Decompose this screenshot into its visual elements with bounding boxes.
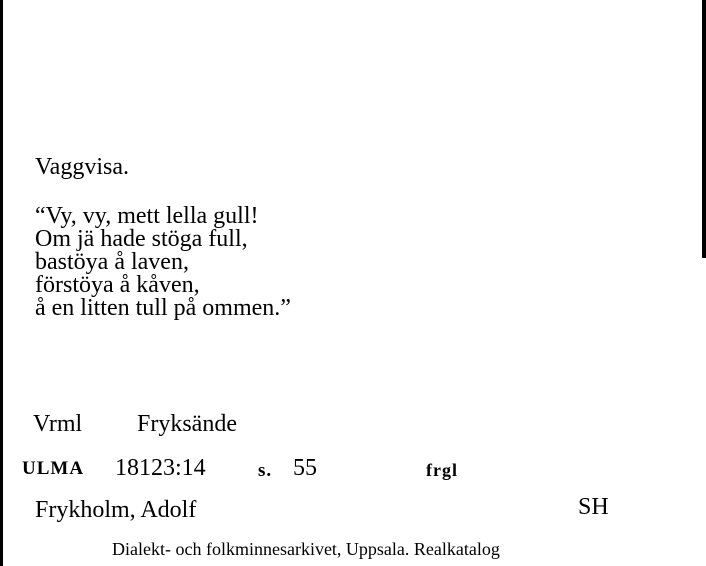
page-number: 55 <box>293 455 317 481</box>
recorder-initials: SH <box>578 494 609 520</box>
poem-line: å en litten tull på ommen.” <box>35 295 291 321</box>
poem-line: “Vy, vy, mett lella gull! <box>35 203 259 229</box>
card-left-border <box>0 0 3 566</box>
poem-text <box>35 205 291 320</box>
card-right-border <box>702 0 706 258</box>
genre-code: frgl <box>426 460 458 480</box>
poem-line: förstöya å kåven, <box>35 272 200 298</box>
collector-name: Frykholm, Adolf <box>35 497 197 523</box>
accession-number: 18123:14 <box>115 455 206 481</box>
song-title: Vaggvisa. <box>35 154 129 180</box>
archive-footer: Dialekt- och folkminnesarkivet, Uppsala. Realkatalog <box>112 539 500 559</box>
page-label: s. <box>258 460 273 481</box>
archive-code: ULMA <box>22 458 85 479</box>
place-name: Fryksände <box>137 411 237 437</box>
poem-line: Om jä hade stöga full, <box>35 226 248 252</box>
region-code: Vrml <box>33 411 83 437</box>
poem-line: bastöya å laven, <box>35 249 189 275</box>
